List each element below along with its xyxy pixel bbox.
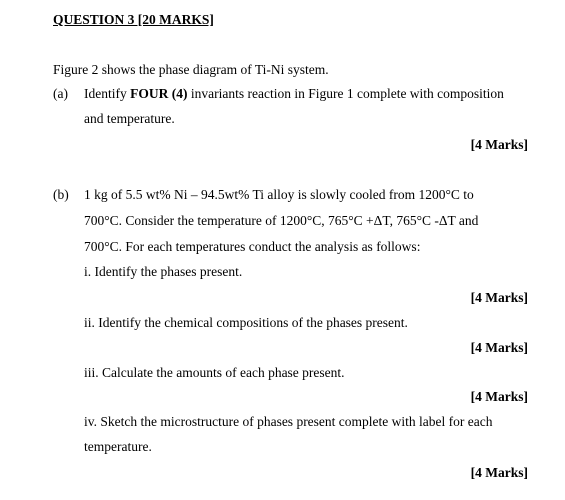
part-a-line-1-post: invariants reaction in Figure 1 complete with composition <box>187 86 504 101</box>
part-b-label: (b) <box>53 187 69 202</box>
part-b-sub-iii: iii. Calculate the amounts of each phase present. <box>84 365 345 380</box>
part-b-sub-ii-marks: [4 Marks] <box>470 340 528 355</box>
part-b-sub-iv: iv. Sketch the microstructure of phases present complete with label for each <box>84 414 493 429</box>
part-b-sub-i-marks: [4 Marks] <box>470 290 528 305</box>
part-a-line-1-pre: Identify <box>84 86 131 101</box>
part-a-line-1-bold: FOUR (4) <box>130 86 188 101</box>
part-b-line-2: 700°C. Consider the temperature of 1200°C, 765°C +ΔT, 765°C -ΔT and <box>84 213 479 228</box>
part-b-line-1: 1 kg of 5.5 wt% Ni – 94.5wt% Ti alloy is slowly cooled from 1200°C to <box>84 187 474 202</box>
part-b-sub-iii-marks: [4 Marks] <box>470 389 528 404</box>
part-a-label: (a) <box>53 86 68 101</box>
question-title: QUESTION 3 [20 MARKS] <box>53 12 214 27</box>
part-b-sub-ii: ii. Identify the chemical compositions of the phases present. <box>84 315 408 330</box>
part-a-line-2: and temperature. <box>84 111 175 126</box>
part-a-marks: [4 Marks] <box>470 137 528 152</box>
part-b-sub-iv-cont: temperature. <box>84 439 152 454</box>
intro-text: Figure 2 shows the phase diagram of Ti-Ni system. <box>53 62 329 77</box>
part-a-line-1 <box>84 86 504 102</box>
part-b-sub-i: i. Identify the phases present. <box>84 264 243 279</box>
part-b-sub-iv-marks: [4 Marks] <box>470 465 528 480</box>
part-b-line-3: 700°C. For each temperatures conduct the analysis as follows: <box>84 239 421 254</box>
